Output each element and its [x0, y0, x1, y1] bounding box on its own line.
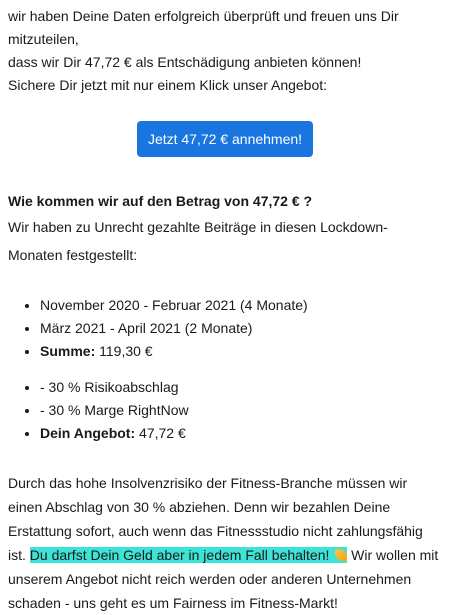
intro-line-3: Sichere Dir jetzt mit nur einem Klick unser Angebot: [8, 77, 328, 93]
period-item: • November 2020 - Februar 2021 (4 Monate) [40, 294, 442, 317]
party-popper-icon [335, 549, 347, 561]
highlight-text: Du darfst Dein Geld aber in jedem Fall behalten! [29, 547, 330, 563]
sum-item [40, 340, 442, 363]
closing-text-1: Durch das hohe Insolvenzrisiko der Fitness-Branche müssen wir einen Abschlag von 30 % abziehen. Denn wir bezahlen Deine Erstattung sofort, auch wenn das Fitnessstudio nicht zahlungsfähig ist. [8, 475, 423, 563]
closing-text-2: Wir wollen mit unserem Angebot nicht reich werden oder anderen Unternehmen schaden - uns geht es um Fairness im Fitness-Markt! [8, 547, 439, 611]
deduction-item: • - 30 % Risikoabschlag [40, 376, 442, 399]
offer-value: 47,72 € [139, 425, 186, 441]
explanation-heading: Wie kommen wir auf den Betrag von 47,72 € ? [8, 193, 313, 209]
sum-label: Summe: [40, 343, 96, 359]
sum-value: 119,30 € [99, 343, 153, 359]
accept-offer-button[interactable]: Jetzt 47,72 € annehmen! [137, 121, 313, 157]
period-item: • März 2021 - April 2021 (2 Monate) [40, 317, 442, 340]
deduction-list [8, 376, 442, 445]
intro-line-2: dass wir Dir 47,72 € als Entschädigung anbieten können! [8, 54, 362, 70]
intro-line-1: wir haben Deine Daten erfolgreich überprüft und freuen uns Dir mitzuteilen, [8, 8, 399, 47]
period-list [8, 294, 442, 363]
explanation-text: Wir haben zu Unrecht gezahlte Beiträge in diesen Lockdown-Monaten festgestellt: [8, 219, 388, 263]
deduction-item: • - 30 % Marge RightNow [40, 399, 442, 422]
offer-item [40, 422, 442, 445]
highlighted-text [30, 547, 348, 563]
offer-label: Dein Angebot: [40, 425, 136, 441]
closing-paragraph [8, 471, 442, 615]
cta-row [8, 121, 442, 157]
